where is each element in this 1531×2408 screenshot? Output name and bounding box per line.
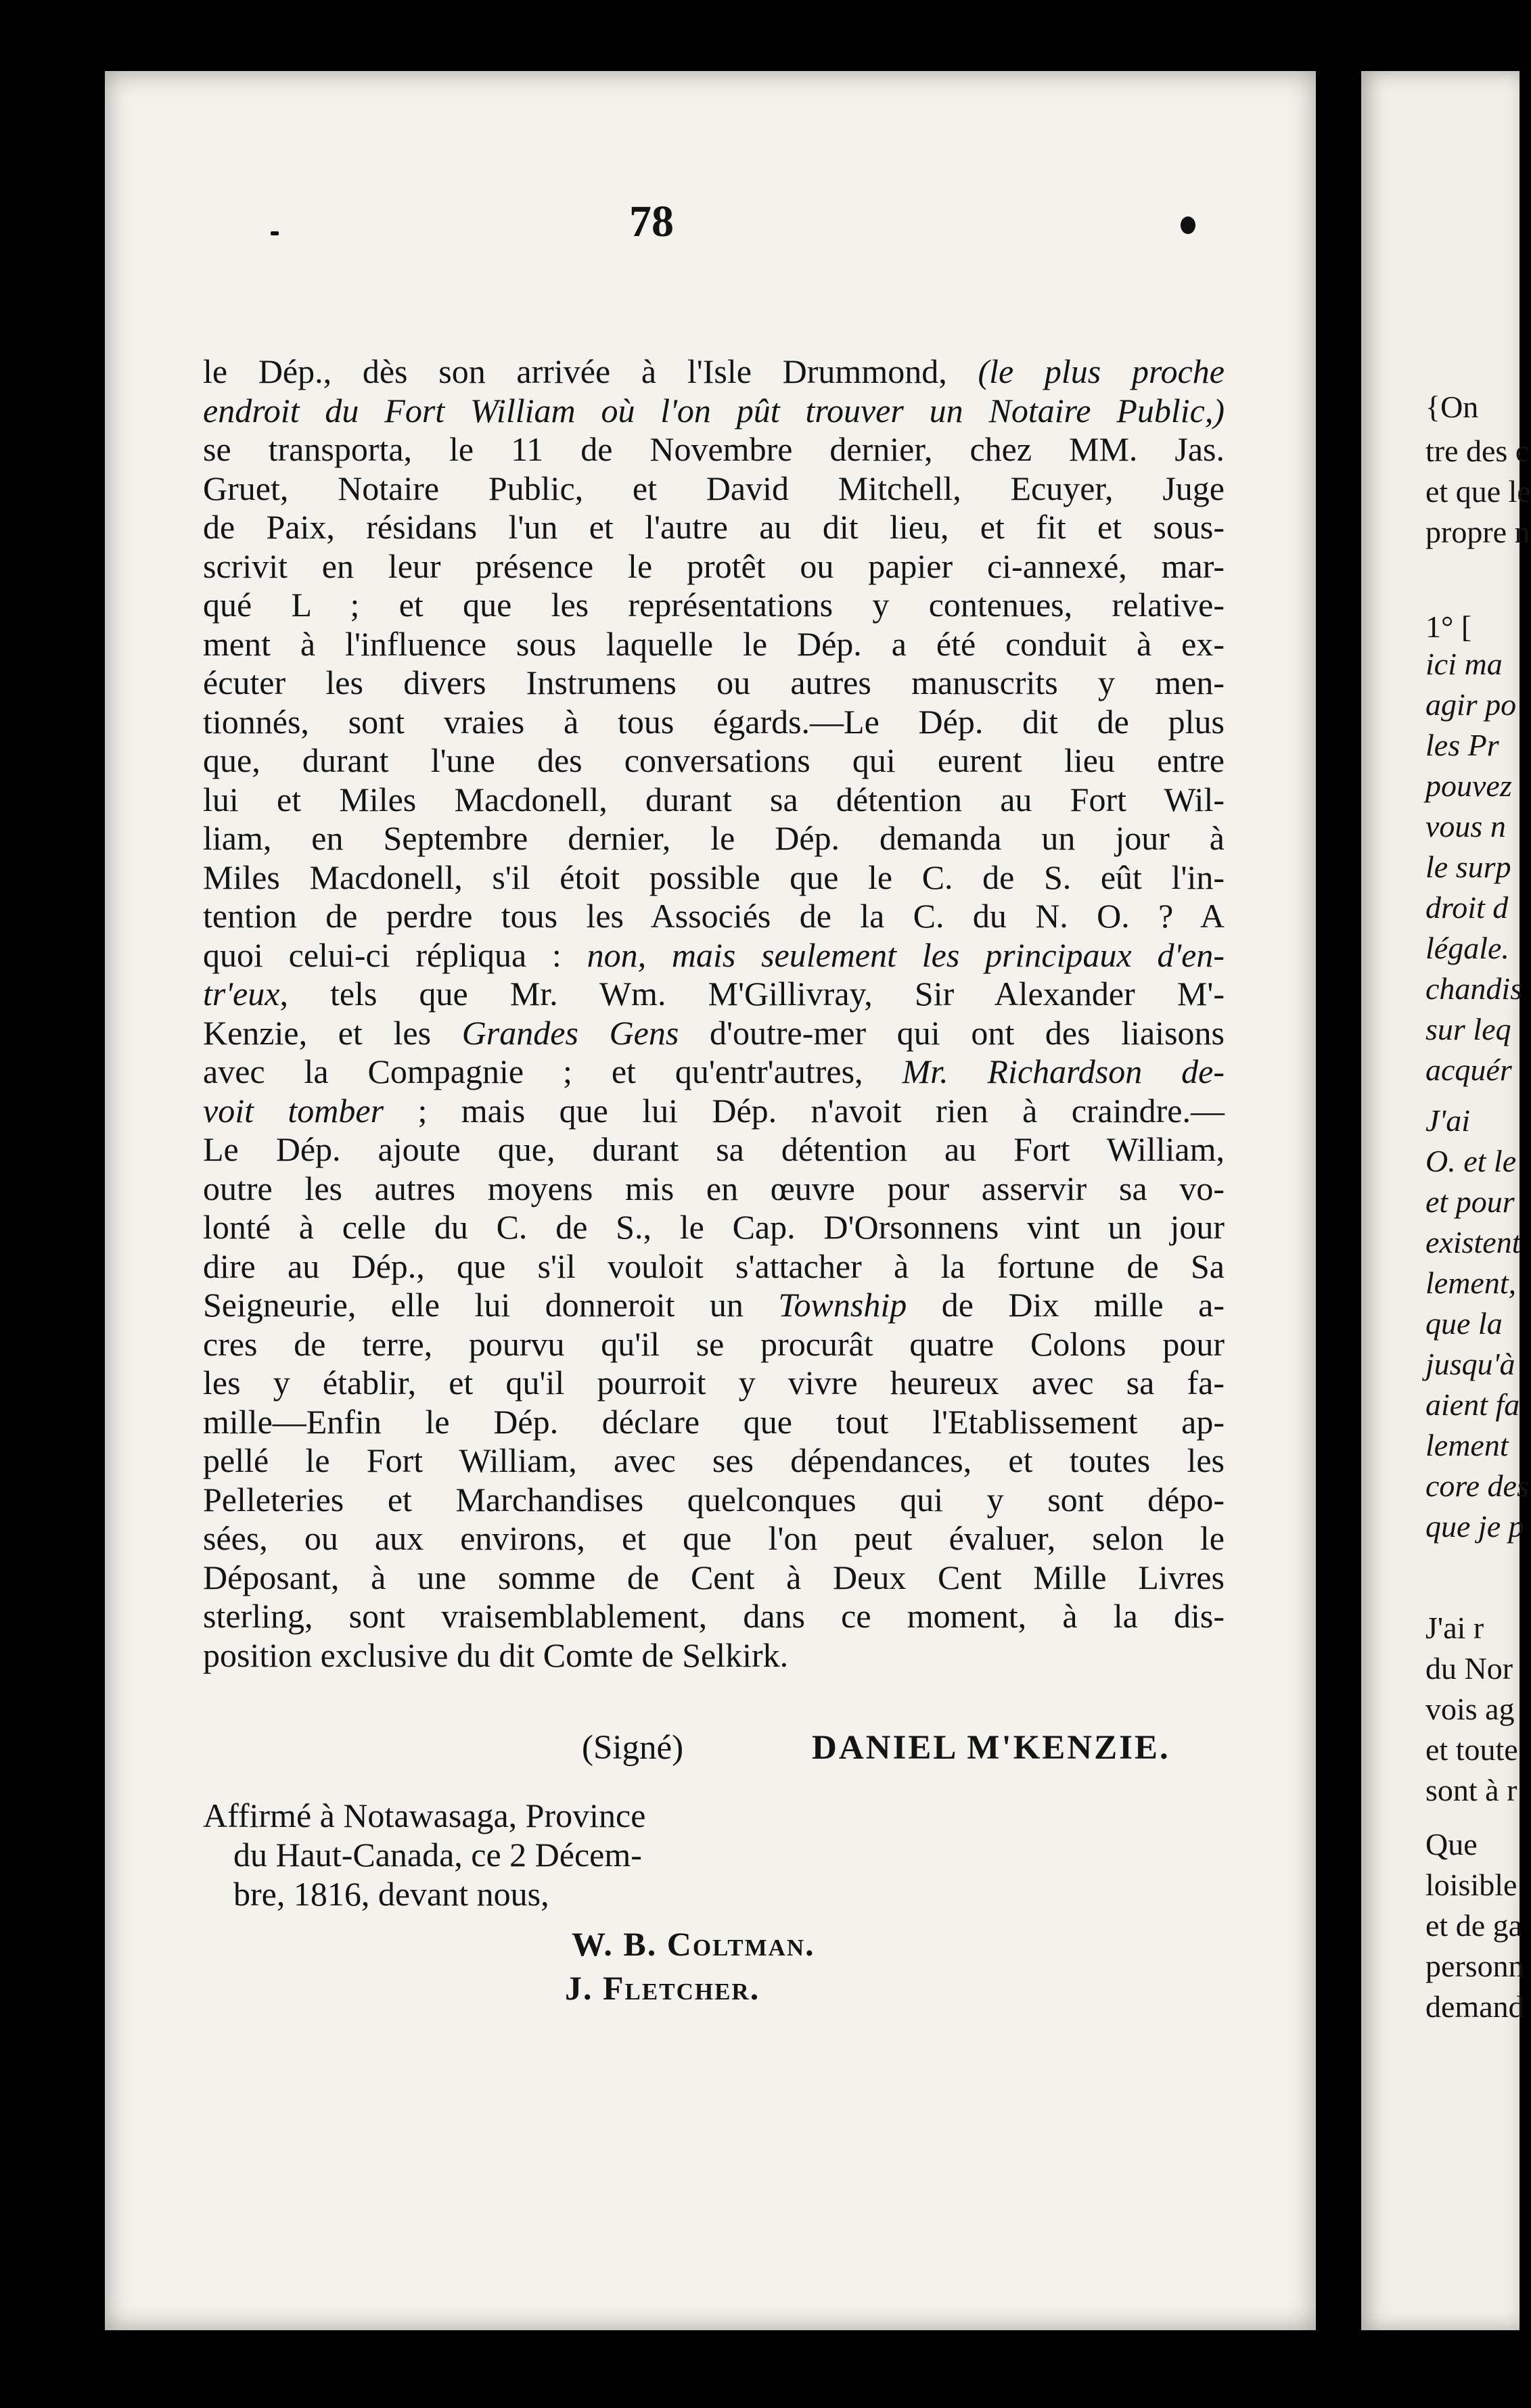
body-line bbox=[203, 1091, 1225, 1130]
right-page-line: les Pr bbox=[1425, 728, 1499, 762]
body-line bbox=[203, 1130, 1225, 1169]
body-line bbox=[203, 858, 1225, 897]
right-page-line: vois ag bbox=[1425, 1692, 1515, 1726]
body-line bbox=[203, 1169, 1225, 1208]
right-page-line: le surp bbox=[1425, 850, 1511, 884]
italic-span: Township bbox=[778, 1286, 907, 1324]
right-page-line: demand bbox=[1425, 1989, 1524, 2024]
right-page-line: sont à r bbox=[1425, 1773, 1517, 1807]
body-line bbox=[203, 1558, 1225, 1597]
body-line bbox=[203, 780, 1225, 819]
text-span: pellé le Fort William, avec ses dépendances, et toutes les bbox=[203, 1441, 1225, 1479]
right-page-line: lement bbox=[1425, 1428, 1509, 1462]
text-span: lui et Miles Macdonell, durant sa détention au Fort Wil- bbox=[203, 780, 1225, 818]
body-line bbox=[203, 1636, 1225, 1675]
body-line bbox=[203, 1441, 1225, 1480]
right-page-line: Que bbox=[1425, 1827, 1478, 1861]
text-span: que, durant l'une des conversations qui eurent lieu entre bbox=[203, 741, 1225, 779]
body-line bbox=[203, 818, 1225, 858]
right-page-line: J'ai r bbox=[1425, 1611, 1484, 1645]
text-span: Déposant, à une somme de Cent à Deux Cent Mille Livres bbox=[203, 1558, 1225, 1596]
text-span: tionnés, sont vraies à tous égards.—Le Dép. dit de plus bbox=[203, 702, 1225, 741]
body-line bbox=[203, 547, 1225, 586]
body-line bbox=[203, 507, 1225, 547]
body-line bbox=[203, 1247, 1225, 1286]
text-span: avec la Compagnie ; et qu'entr'autres, bbox=[203, 1052, 902, 1090]
right-page-line: et toute bbox=[1425, 1732, 1518, 1767]
text-span: ; mais que lui Dép. n'avoit rien à craindre.— bbox=[384, 1091, 1225, 1130]
text-span: quoi celui-ci répliqua : bbox=[203, 935, 587, 974]
right-page-line: tre des c bbox=[1425, 434, 1530, 468]
body-line bbox=[203, 430, 1225, 469]
body-line bbox=[203, 469, 1225, 508]
text-span: dire au Dép., que s'il vouloit s'attacher à la fortune de Sa bbox=[203, 1247, 1225, 1285]
affirmation-line: du Haut-Canada, ce 2 Décem- bbox=[233, 1836, 642, 1874]
right-page-line: pouvez bbox=[1425, 768, 1512, 803]
signature-name: DANIEL M'KENZIE. bbox=[812, 1729, 1170, 1767]
right-page-line: J'ai bbox=[1425, 1103, 1471, 1138]
text-span: lonté à celle du C. de S., le Cap. D'Orsonnens vint un jour bbox=[203, 1208, 1225, 1246]
text-span: tention de perdre tous les Associés de la C. du N. O. ? A bbox=[203, 897, 1225, 935]
right-page-line: loisible bbox=[1425, 1868, 1517, 1902]
text-span: outre les autres moyens mis en œuvre pour asservir sa vo- bbox=[203, 1169, 1225, 1207]
body-line bbox=[203, 624, 1225, 664]
text-span: mille—Enfin le Dép. déclare que tout l'Etablissement ap- bbox=[203, 1402, 1225, 1441]
right-page-line: et de ga bbox=[1425, 1908, 1523, 1943]
witness-name: J. Fletcher. bbox=[565, 1969, 760, 2007]
right-page-line: personn bbox=[1425, 1949, 1524, 1983]
right-page-line: du Nor bbox=[1425, 1651, 1513, 1686]
text-span: de Dix mille a- bbox=[907, 1286, 1225, 1324]
body-line bbox=[203, 974, 1225, 1013]
body-line bbox=[203, 1324, 1225, 1364]
italic-span: tr'eux bbox=[203, 975, 280, 1013]
text-span: Le Dép. ajoute que, durant sa détention au Fort William, bbox=[203, 1130, 1225, 1168]
right-page-line: vous n bbox=[1425, 809, 1506, 843]
right-page-line: que la bbox=[1425, 1306, 1503, 1341]
affirmation-line: Affirmé à Notawasaga, Province bbox=[203, 1797, 646, 1834]
text-span: écuter les divers Instrumens ou autres manuscrits y men- bbox=[203, 664, 1225, 701]
page-number: 78 bbox=[629, 197, 674, 246]
text-span: Gruet, Notaire Public, et David Mitchell, Ecuyer, Juge bbox=[203, 469, 1225, 507]
text-span: scrivit en leur présence le protêt ou papier ci-annexé, mar- bbox=[203, 547, 1225, 585]
body-line bbox=[203, 1519, 1225, 1558]
body-line bbox=[203, 935, 1225, 975]
text-span: liam, en Septembre dernier, le Dép. demanda un jour à bbox=[203, 819, 1225, 857]
italic-span: (le plus proche bbox=[978, 352, 1225, 390]
text-span: Pelleteries et Marchandises quelconques qui y sont dépo- bbox=[203, 1480, 1225, 1519]
italic-span: Mr. Richardson de- bbox=[902, 1052, 1225, 1090]
affirmation-line: bre, 1816, devant nous, bbox=[233, 1875, 549, 1913]
ink-speck bbox=[1181, 216, 1195, 234]
text-span: , tels que Mr. Wm. M'Gillivray, Sir Alexander M'- bbox=[279, 975, 1225, 1013]
signature-label: (Signé) bbox=[582, 1729, 684, 1767]
body-line bbox=[203, 1207, 1225, 1247]
right-page bbox=[1361, 71, 1531, 2330]
text-span: ment à l'influence sous laquelle le Dép. a été conduit à ex- bbox=[203, 624, 1225, 663]
body-line bbox=[203, 391, 1225, 430]
witness-name: W. B. Coltman. bbox=[572, 1925, 815, 1963]
text-span: sées, ou aux environs, et que l'on peut évaluer, selon le bbox=[203, 1519, 1225, 1557]
ink-speck bbox=[271, 231, 279, 235]
right-page-line: droit d bbox=[1425, 890, 1509, 925]
right-page-line: existent bbox=[1425, 1225, 1521, 1259]
body-line bbox=[203, 1480, 1225, 1519]
body-line bbox=[203, 741, 1225, 780]
right-page-line: sur leq bbox=[1425, 1012, 1511, 1046]
text-span: qué L ; et que les représentations y contenues, relative- bbox=[203, 586, 1225, 624]
text-span: Seigneurie, elle lui donneroit un bbox=[203, 1286, 779, 1324]
right-page-line: aient fa bbox=[1425, 1387, 1520, 1422]
italic-span: voit tomber bbox=[203, 1091, 384, 1130]
italic-span: Grandes Gens bbox=[461, 1013, 679, 1052]
body-line bbox=[203, 896, 1225, 935]
body-line bbox=[203, 1013, 1225, 1052]
right-page-line: agir po bbox=[1425, 687, 1517, 722]
text-span: position exclusive du dit Comte de Selkirk. bbox=[203, 1636, 789, 1674]
right-page-line: jusqu'à bbox=[1425, 1347, 1515, 1381]
right-page-line: lement, bbox=[1425, 1266, 1517, 1300]
right-page-line: et pour bbox=[1425, 1184, 1515, 1219]
text-span: d'outre-mer qui ont des liaisons bbox=[679, 1013, 1225, 1052]
text-span: le Dép., dès son arrivée à l'Isle Drummond, bbox=[203, 352, 978, 390]
text-span: Kenzie, et les bbox=[203, 1013, 462, 1052]
body-line bbox=[203, 1285, 1225, 1324]
right-page-line: et que le bbox=[1425, 474, 1531, 509]
right-page-line: ici ma bbox=[1425, 647, 1503, 681]
right-page-line: core des bbox=[1425, 1468, 1529, 1503]
italic-span: non, mais seulement les principaux d'en- bbox=[587, 935, 1225, 974]
right-page-line: {On bbox=[1425, 390, 1479, 424]
body-line bbox=[203, 702, 1225, 741]
text-span: cres de terre, pourvu qu'il se procurât quatre Colons pour bbox=[203, 1324, 1225, 1363]
body-line bbox=[203, 1402, 1225, 1441]
body-line bbox=[203, 585, 1225, 624]
right-page-line: acquér bbox=[1425, 1052, 1512, 1087]
body-line bbox=[203, 663, 1225, 702]
text-span: sterling, sont vraisemblablement, dans ce moment, à la dis- bbox=[203, 1597, 1225, 1635]
right-page-line: propre n bbox=[1425, 515, 1530, 549]
text-span: Miles Macdonell, s'il étoit possible que le C. de S. eût l'in- bbox=[203, 858, 1225, 896]
body-line bbox=[203, 1052, 1225, 1091]
text-span: se transporta, le 11 de Novembre dernier, chez MM. Jas. bbox=[203, 430, 1225, 468]
right-page-line: légale. bbox=[1425, 931, 1509, 965]
body-line bbox=[203, 1596, 1225, 1636]
right-page-line: que je p bbox=[1425, 1509, 1524, 1544]
body-line bbox=[203, 352, 1225, 391]
text-span: de Paix, résidans l'un et l'autre au dit lieu, et fit et sous- bbox=[203, 508, 1225, 546]
body-line bbox=[203, 1363, 1225, 1402]
right-page-line: chandis bbox=[1425, 971, 1523, 1006]
italic-span: endroit du Fort William où l'on pût trouver un Notaire Public,) bbox=[203, 391, 1225, 430]
right-page-line: 1° [ bbox=[1425, 609, 1472, 644]
right-page-line: O. et le bbox=[1425, 1144, 1517, 1178]
text-span: les y établir, et qu'il pourroit y vivre heureux avec sa fa- bbox=[203, 1364, 1225, 1402]
